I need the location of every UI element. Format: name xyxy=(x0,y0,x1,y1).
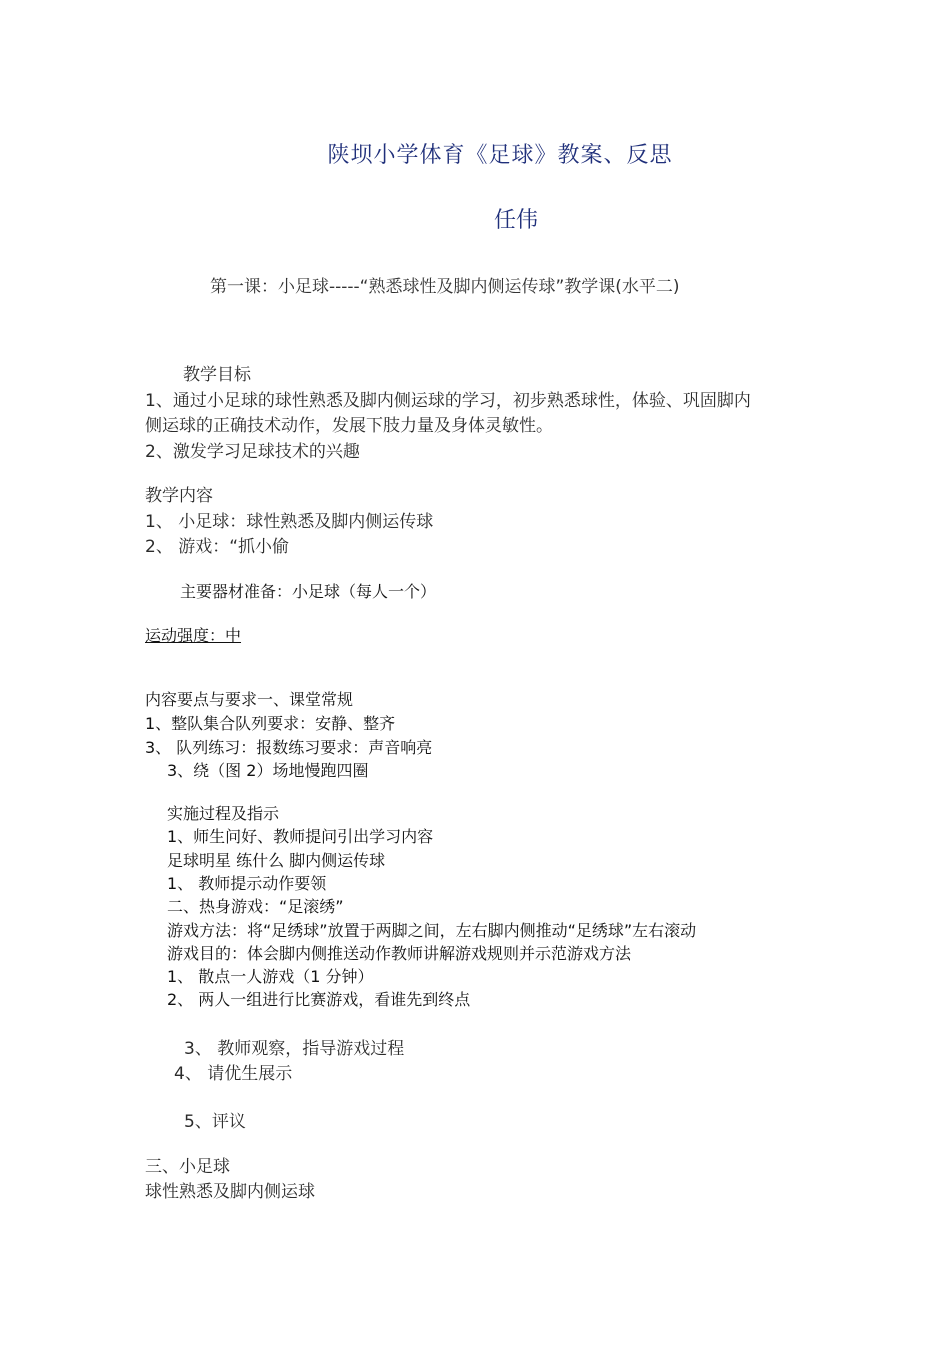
requirements-line-4: 3、绕（图 2）场地慢跑四圈 xyxy=(167,761,369,780)
process-line-4: 二、热身游戏：“足滚绣” xyxy=(167,897,344,916)
objectives-heading: 教学目标 xyxy=(183,365,251,385)
intensity-line: 运动强度：中 xyxy=(145,626,242,645)
document-title: 陕坝小学体育《足球》教案、反思 xyxy=(327,143,673,168)
process-line-7: 1、 散点一人游戏（1 分钟） xyxy=(167,967,374,986)
objective-line-2: 侧运球的正确技术动作，发展下肢力量及身体灵敏性。 xyxy=(145,416,553,436)
objective-line-1: 1、通过小足球的球性熟悉及脚内侧运球的学习，初步熟悉球性，体验、巩固脚内 xyxy=(145,391,751,411)
step-5: 5、评议 xyxy=(184,1112,246,1132)
equipment-line: 主要器材准备：小足球（每人一个） xyxy=(180,582,437,601)
step-3: 3、 教师观察，指导游戏过程 xyxy=(184,1039,405,1059)
lesson-subtitle: 第一课：小足球-----“熟悉球性及脚内侧运传球”教学课(水平二) xyxy=(210,277,680,297)
content-item-2: 2、 游戏：“抓小偷 xyxy=(145,537,290,557)
process-line-6: 游戏目的：体会脚内侧推送动作教师讲解游戏规则并示范游戏方法 xyxy=(167,944,632,963)
process-heading: 实施过程及指示 xyxy=(167,804,280,823)
content-heading: 教学内容 xyxy=(145,486,213,506)
objective-line-3: 2、激发学习足球技术的兴趣 xyxy=(145,442,360,462)
section3-text: 球性熟悉及脚内侧运球 xyxy=(145,1182,315,1202)
process-line-2: 足球明星 练什么 脚内侧运传球 xyxy=(167,851,386,870)
content-item-1: 1、 小足球：球性熟悉及脚内侧运传球 xyxy=(145,512,434,532)
step-4: 4、 请优生展示 xyxy=(174,1064,293,1084)
process-line-3: 1、 教师提示动作要领 xyxy=(167,874,327,893)
author-name: 任伟 xyxy=(494,208,539,233)
process-line-8: 2、 两人一组进行比赛游戏，看谁先到终点 xyxy=(167,990,471,1009)
requirements-line-2: 1、整队集合队列要求：安静、整齐 xyxy=(145,714,396,733)
section3-heading: 三、小足球 xyxy=(145,1157,230,1177)
process-line-1: 1、师生问好、教师提问引出学习内容 xyxy=(167,827,434,846)
process-line-5: 游戏方法：将“足绣球”放置于两脚之间，左右脚内侧推动“足绣球”左右滚动 xyxy=(167,921,697,940)
requirements-line-3: 3、 队列练习：报数练习要求：声音响亮 xyxy=(145,738,433,757)
requirements-line-1: 内容要点与要求一、课堂常规 xyxy=(145,690,354,709)
